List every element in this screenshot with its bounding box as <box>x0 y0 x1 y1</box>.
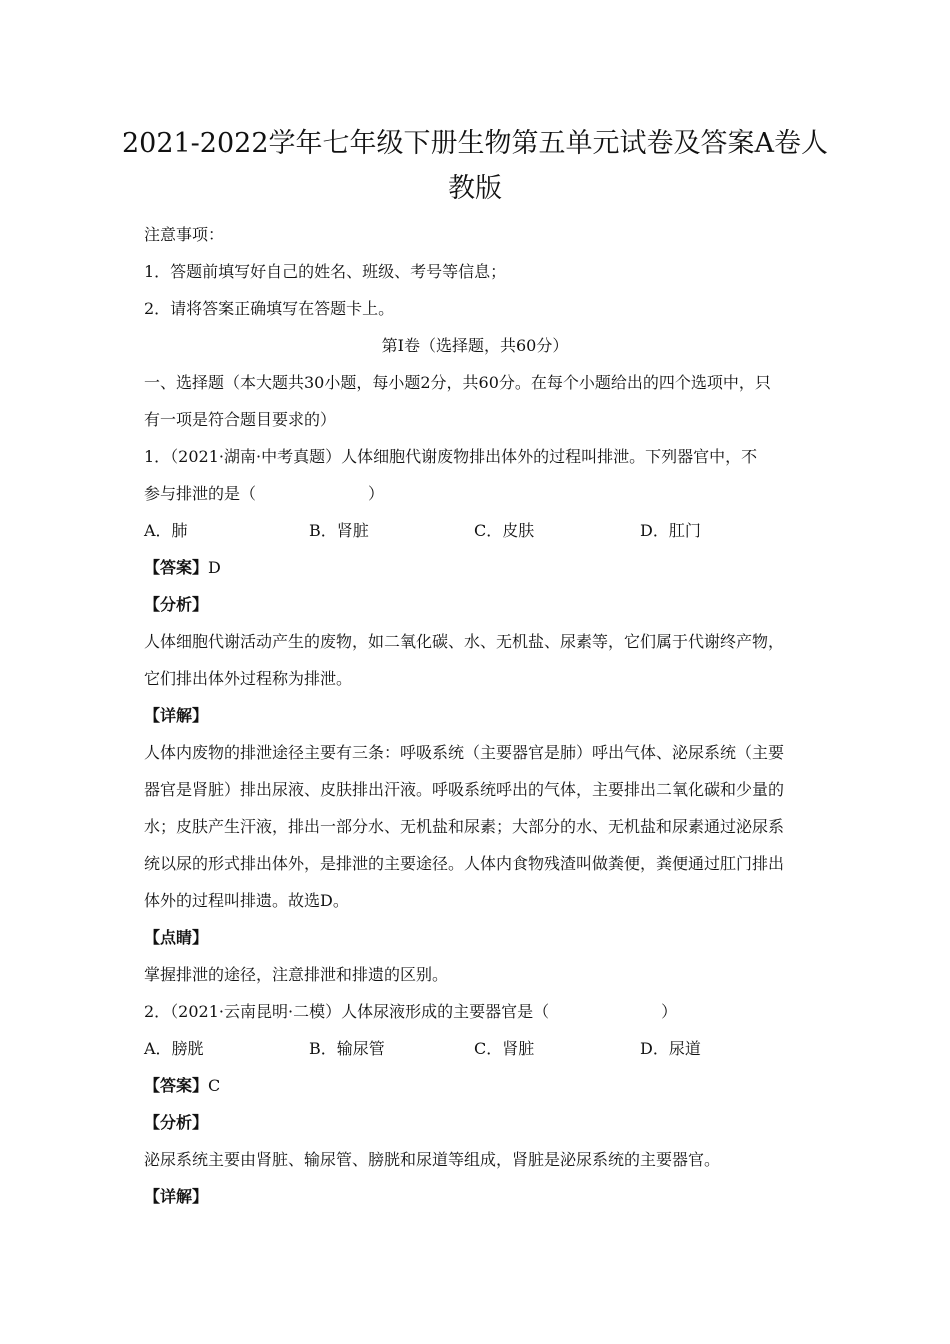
question-1-option-b: B．肾脏 <box>309 521 369 540</box>
question-2-option-c: C．肾脏 <box>474 1039 535 1058</box>
question-1-detail-label: 【详解】 <box>144 706 209 725</box>
answer-label: 【答案】 <box>144 1076 209 1095</box>
section-intro-line1: 一、选择题（本大题共30小题，每小题2分，共60分。在每个小题给出的四个选项中，只 <box>144 373 771 392</box>
question-1-option-c: C．皮肤 <box>474 521 535 540</box>
question-2-option-d: D．尿道 <box>640 1039 701 1058</box>
question-1-detail-line5: 体外的过程叫排遗。故选D。 <box>144 891 349 910</box>
section-intro-line2: 有一项是符合题目要求的） <box>144 410 337 429</box>
notes-item-2: 2．请将答案正确填写在答题卡上。 <box>144 299 395 318</box>
section-heading: 第I卷（选择题，共60分） <box>381 336 569 355</box>
question-1-tip-label: 【点睛】 <box>144 928 209 947</box>
question-1-detail-line2: 器官是肾脏）排出尿液、皮肤排出汗液。呼吸系统呼出的气体，主要排出二氧化碳和少量的 <box>144 780 785 799</box>
question-2-option-a: A．膀胱 <box>144 1039 204 1058</box>
question-1-answer <box>144 557 221 579</box>
question-1-detail-line3: 水；皮肤产生汗液，排出一部分水、无机盐和尿素；大部分的水、无机盐和尿素通过泌尿系 <box>144 817 785 836</box>
question-1-stem-line2: 参与排泄的是（ ） <box>144 484 385 503</box>
question-1-stem-line1: 1．（2021·湖南·中考真题）人体细胞代谢废物排出体外的过程叫排泄。下列器官中，不 <box>144 447 758 466</box>
question-2-detail-label: 【详解】 <box>144 1187 209 1206</box>
question-2-option-b: B．输尿管 <box>309 1039 385 1058</box>
question-2-stem: 2．（2021·云南昆明·二模）人体尿液形成的主要器官是（ ） <box>144 1002 678 1021</box>
answer-label: 【答案】 <box>144 558 209 577</box>
question-2-answer <box>144 1075 220 1097</box>
question-2-analysis-label: 【分析】 <box>144 1113 209 1132</box>
question-1-tip: 掌握排泄的途径，注意排泄和排遗的区别。 <box>144 965 449 984</box>
question-1-option-a: A．肺 <box>144 521 188 540</box>
question-1-detail-line1: 人体内废物的排泄途径主要有三条：呼吸系统（主要器官是肺）呼出气体、泌尿系统（主要 <box>144 743 785 762</box>
document-title-line1: 2021-2022学年七年级下册生物第五单元试卷及答案A卷人 <box>121 128 829 159</box>
notes-heading: 注意事项： <box>144 225 225 244</box>
answer-value: C <box>208 1076 221 1095</box>
question-2-analysis: 泌尿系统主要由肾脏、输尿管、膀胱和尿道等组成，肾脏是泌尿系统的主要器官。 <box>144 1150 721 1169</box>
notes-item-1: 1．答题前填写好自己的姓名、班级、考号等信息； <box>144 262 507 281</box>
question-1-analysis-line1: 人体细胞代谢活动产生的废物，如二氧化碳、水、无机盐、尿素等，它们属于代谢终产物， <box>144 632 785 651</box>
answer-value: D <box>208 558 221 577</box>
question-1-option-d: D．肛门 <box>640 521 701 540</box>
question-1-analysis-label: 【分析】 <box>144 595 209 614</box>
document-title-line2: 教版 <box>448 173 502 204</box>
question-1-analysis-line2: 它们排出体外过程称为排泄。 <box>144 669 353 688</box>
question-1-detail-line4: 统以尿的形式排出体外，是排泄的主要途径。人体内食物残渣叫做粪便，粪便通过肛门排出 <box>144 854 785 873</box>
